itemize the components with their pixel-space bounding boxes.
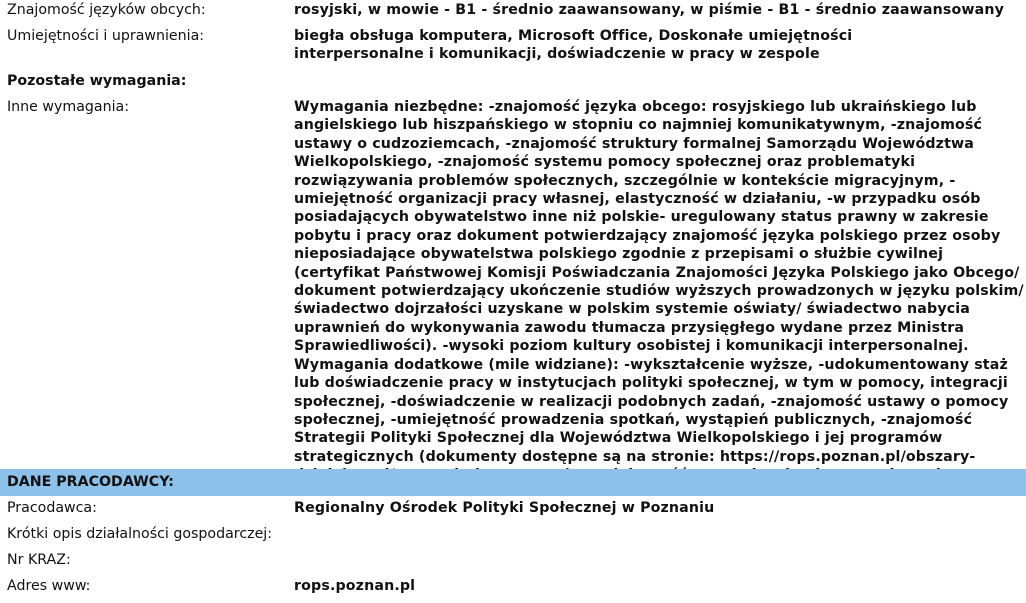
languages-value: rosyjski, w mowie - B1 - średnio zaawansowany, w piśmie - B1 - średnio zaawansowany bbox=[294, 2, 1004, 18]
skills-label: Umiejętności i uprawnienia: bbox=[7, 28, 205, 44]
business-description-label: Krótki opis działalności gospodarczej: bbox=[7, 526, 273, 542]
website-label: Adres www: bbox=[7, 578, 91, 594]
other-requirements-heading: Pozostałe wymagania: bbox=[7, 73, 187, 89]
skills-value: biegła obsługa komputera, Microsoft Office, Doskonałe umiejętności interpersonalne i komunikacji, doświadczenie w pracy w zespole bbox=[294, 28, 853, 63]
kraz-label: Nr KRAZ: bbox=[7, 552, 71, 568]
kraz-row bbox=[0, 551, 1026, 573]
employer-label: Pracodawca: bbox=[7, 500, 97, 516]
other-requirements-heading-row bbox=[0, 72, 1026, 92]
other-requirements-value: Wymagania niezbędne: -znajomość języka obcego: rosyjskiego lub ukraińskiego lub angielskiego lub hiszpańskiego w stopniu co najmniej komunikatywnym, -znajomość ustawy o cudzoziemcach, -znajomość struktury formalnej Samorządu Województwa Wielkopolskiego, -znajomość systemu pomocy społecznej oraz problematyki rozwiązywania problemów społecznych, szczególnie w kontekście migracyjnym, -umiejętność organizacji pracy własnej, elastyczność w działaniu, -w przypadku osób posiadających obywatelstwo inne niż polskie- uregulowany status prawny w zakresie pobytu i pracy oraz dokument potwierdzający znajomość języka polskiego przez osoby nieposiadające obywatelstwa polskiego zgodnie z przepisami o służbie cywilnej (certyfikat Państwowej Komisji Poświadczania Znajomości Języka Polskiego jako Obcego/ dokument potwierdzający ukończenie studiów wyższych prowadzonych w języku polskim/ świadectwo dojrzałości uzyskane w polskim systemie oświaty/ świadectwo nabycia uprawnień do wykonywania zawodu tłumacza przysięgłego wydane przez Ministra Sprawiedliwości). -wysoki poziom kultury osobistej i komunikacji interpersonalnej. Wymagania dodatkowe (mile widziane): -wykształcenie wyższe, -udokumentowany staż lub doświadczenie pracy w instytucjach polityki społecznej, w tym w pomocy, integracji społecznej, -doświadczenie w realizacji podobnych zadań, -znajomość ustawy o pomocy społecznej, -umiejętność prowadzenia spotkań, wystąpień publicznych, -znajomość Strategii Polityki Społecznej dla Województwa Wielkopolskiego i jej programów strategicznych (dokumenty dostępne są na stronie: https://rops.poznan.pl/obszary- bbox=[294, 99, 1024, 465]
skills-row bbox=[0, 27, 1026, 67]
employer-section-header bbox=[0, 469, 1026, 496]
other-requirements-label: Inne wymagania: bbox=[7, 99, 130, 115]
website-value[interactable]: rops.poznan.pl bbox=[294, 578, 416, 594]
employer-section-title: DANE PRACODAWCY: bbox=[7, 474, 174, 490]
employer-row bbox=[0, 499, 1026, 521]
website-row bbox=[0, 577, 1026, 599]
employer-value: Regionalny Ośrodek Polityki Społecznej w Poznaniu bbox=[294, 500, 715, 516]
other-requirements-row bbox=[0, 98, 1026, 468]
languages-label: Znajomość języków obcych: bbox=[7, 2, 206, 18]
languages-row bbox=[0, 1, 1026, 23]
business-description-row bbox=[0, 525, 1026, 547]
